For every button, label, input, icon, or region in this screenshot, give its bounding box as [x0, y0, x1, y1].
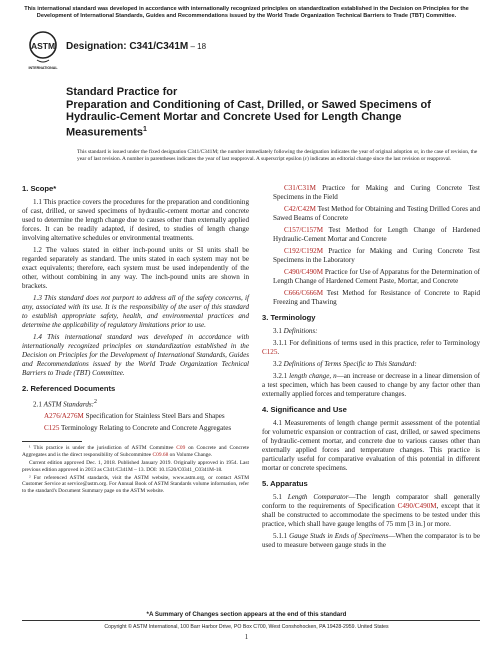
paragraph-3-2: 3.2 Definitions of Terms Specific to This Standard:	[273, 360, 417, 368]
reference-link[interactable]: C125	[44, 424, 60, 433]
paragraph-3-2-1: 3.2.1 length change, n—an increase or decrease in a linear dimension of a test specimen, which has been caused to change by any factor other than externally applied forces and temperature changes.	[262, 372, 480, 398]
footnote-edition: Current edition approved Dec. 1, 2018. Published January 2019. Originally approved in 1954. Last previous edition approved in 2013 as C341/C341M – 13. DOI: 10.1520/C0341_C0341M-18.	[22, 460, 249, 473]
paragraph-3-1: 3.1 Definitions:	[273, 327, 318, 335]
astm-logo-icon	[28, 30, 58, 72]
paragraph-4-1: 4.1 Measurements of length change permit assessment of the potential for volumetric expansion or contraction of cast, drilled, or sawed specimens of hydraulic-cement mortar, and concrete due to various causes other than externally applied forces and temperature changes. This practice is particularly useful for comparative evaluation of this potential in different mortar or concrete specimens.	[262, 419, 480, 472]
svg-text:ASTM: ASTM	[30, 41, 56, 51]
section-heading-apparatus: 5. Apparatus	[262, 479, 308, 488]
footer-rule	[22, 620, 480, 621]
section-heading-referenced-documents: 2. Referenced Documents	[22, 384, 116, 393]
paragraph-3-1-1: 3.1.1 For definitions of terms used in this practice, refer to Terminology C125.	[262, 339, 480, 356]
subcommittee-link[interactable]: C09.68	[152, 451, 169, 458]
reference-link[interactable]: C192/C192M	[284, 247, 324, 255]
designation-note: This standard is issued under the fixed designation C341/C341M; the number immediately following the designation indicates the year of original adoption or, in the case of revision, the year of last revision. A number in parentheses indicates the year of last reapproval. A superscript epsilon (ε) indicates an editorial change since the last revision or reapproval.	[77, 149, 478, 162]
paragraph-1-4: 1.4 This international standard was developed in accordance with internationally recognized principles on standardization established in the Decision on Principles for the Development of International Standards, Guides and Recommendations issued by the World Trade Organization Technical Barriers to Trade (TBT) Committee.	[22, 333, 249, 377]
paragraph-2-1: 2.1 ASTM Standards:$^2$	[33, 399, 97, 409]
section-heading-scope: 1. Scope*	[22, 184, 57, 193]
reference-item: C490/C490M Practice for Use of Apparatus for the Determination of Length Change of Hardened Cement Paste, Mortar, and Concrete	[273, 268, 480, 285]
reference-item: C125 Terminology Relating to Concrete and Concrete Aggregates	[44, 424, 232, 433]
footnote-1: ¹ This practice is under the jurisdiction of ASTM Committee C09 on Concrete and Concrete Aggregates and is the direct responsibility of Subcommittee C09.68 on Volume Change.	[22, 445, 249, 458]
c490-link[interactable]: C490/C490M	[397, 502, 437, 510]
left-column	[22, 184, 249, 496]
title-line-2: Preparation and Conditioning of Cast, Drilled, or Sawed Specimens of Hydraulic-Cement Mortar and Concrete Used for Length Change Measurements$^1$	[66, 98, 431, 139]
footnote-mark-2[interactable]: 2	[94, 399, 97, 405]
paragraph-5-1-1: 5.1.1 Gauge Studs in Ends of Specimens—When the comparator is to be used to measure between gauge studs in the	[262, 532, 480, 549]
reference-link[interactable]: A276/A276M	[44, 412, 84, 421]
reference-link[interactable]: C490/C490M	[284, 268, 324, 276]
footnote-separator	[22, 441, 82, 442]
reference-link[interactable]: C42/C42M	[284, 205, 316, 213]
reference-link[interactable]: C157/C157M	[284, 226, 324, 234]
wto-notice: This international standard was developed in accordance with internationally recognized principles on standardization established in the Decision on Principles for the Development of International Standards, Guides and Recommendations issued by the World Trade Organization Technical Barriers to Trade (TBT) Committee.	[24, 6, 469, 19]
paragraph-5-1: 5.1 Length Comparator—The length comparator shall generally conform to the requirements of Specification C490/C490M, except that it shall be constructed to accommodate the specimens to be tested under this practice, which shall have gauge lengths of 75 mm [3 in.] or more.	[262, 493, 480, 528]
paragraph-1-1: 1.1 This practice covers the procedures for the preparation and conditioning of cast, drilled, or sawed specimens of hydraulic-cement mortar and concrete used to determine the length change due to causes other than externally applied forces. It can be readily adapted, if desired, to studies of length change involving alternative schedules or environmental treatments.	[22, 198, 249, 242]
reference-item: C157/C157M Test Method for Length Change of Hardened Hydraulic-Cement Mortar and Concrete	[273, 226, 480, 243]
svg-text:INTERNATIONAL: INTERNATIONAL	[28, 66, 58, 70]
section-heading-significance: 4. Significance and Use	[262, 405, 347, 414]
paragraph-1-3: 1.3 This standard does not purport to address all of the safety concerns, if any, associated with its use. It is the responsibility of the user of this standard to establish appropriate safety, health, and environmental practices and determine the applicability of regulatory limitations prior to use.	[22, 294, 249, 329]
copyright-line: Copyright © ASTM International, 100 Barr Harbor Drive, PO Box C700, West Conshohocken, PA 19428-2959. United States	[104, 624, 389, 630]
c125-link[interactable]: C125	[262, 348, 278, 356]
footnotes	[22, 445, 249, 494]
reference-item: A276/A276M Specification for Stainless Steel Bars and Shapes	[44, 412, 225, 421]
reference-item: C666/C666M Test Method for Resistance of Concrete to Rapid Freezing and Thawing	[273, 289, 480, 306]
designation-label: Designation: C341/C341M	[66, 41, 189, 52]
summary-of-changes-note: *A Summary of Changes section appears at the end of this standard	[146, 611, 347, 618]
reference-link[interactable]: C31/C31M	[284, 184, 316, 192]
reference-item: C192/C192M Practice for Making and Curing Concrete Test Specimens in the Laboratory	[273, 247, 480, 264]
designation-edition: – 18	[188, 42, 207, 51]
right-column	[262, 184, 480, 553]
reference-list	[262, 184, 480, 307]
page-number: 1	[244, 633, 249, 641]
paragraph-1-2: 1.2 The values stated in either inch-pound units or SI units shall be regarded separately as standard. The units stated in each system may not be exact equivalents; therefore, each system must be used independently of the other, without combining in any way. The inch-pound units are shown in brackets.	[22, 246, 249, 290]
committee-link[interactable]: C09	[176, 445, 186, 452]
footnote-2: ² For referenced ASTM standards, visit the ASTM website, www.astm.org, or contact ASTM Customer Service at service@astm.org. For Annual Book of ASTM Standards volume information, refer to the standard's Document Summary page on the ASTM website.	[22, 474, 249, 494]
reference-item: C42/C42M Test Method for Obtaining and Testing Drilled Cores and Sawed Beams of Concrete	[273, 205, 480, 222]
reference-link[interactable]: C666/C666M	[284, 289, 324, 297]
designation	[66, 41, 206, 52]
reference-item: C31/C31M Practice for Making and Curing Concrete Test Specimens in the Field	[273, 184, 480, 201]
title-line-1: Standard Practice for	[66, 86, 178, 98]
section-heading-terminology: 3. Terminology	[262, 313, 316, 322]
title-footnote-mark[interactable]: 1	[143, 125, 147, 133]
standard-title	[66, 86, 476, 139]
